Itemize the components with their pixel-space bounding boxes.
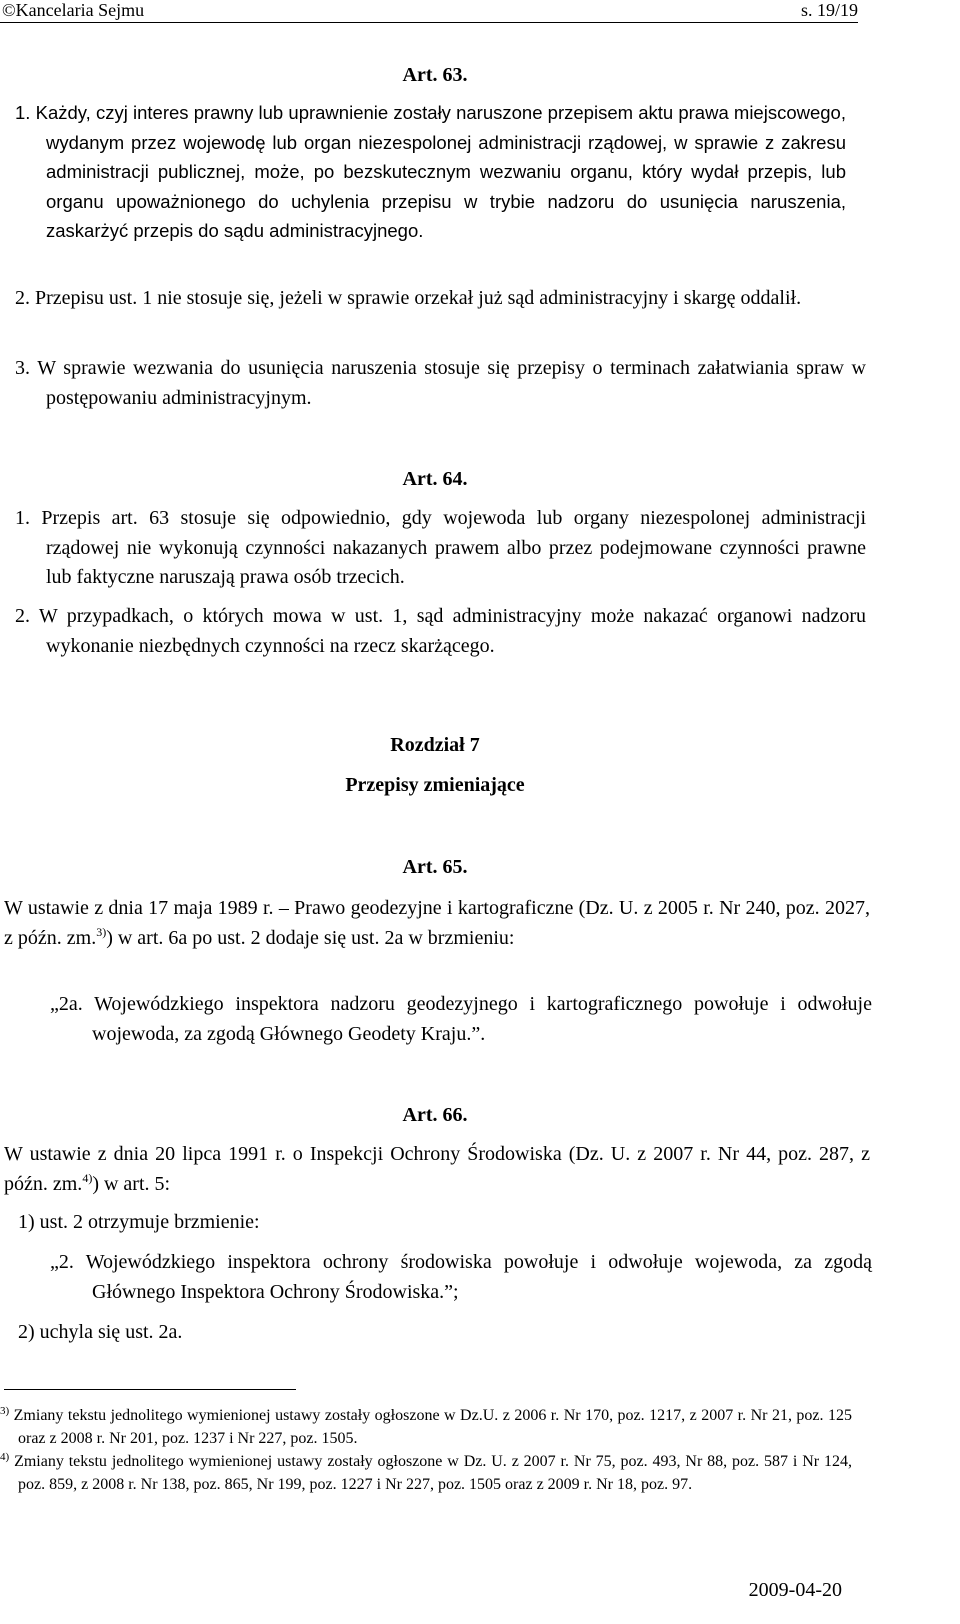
page-header [0,0,858,23]
art-63-paragraph-2: 2. Przepisu ust. 1 nie stosuje się, jeżeli w sprawie orzekał już sąd administracyjny i skargę oddalił. [15,287,802,309]
footnote-separator [4,1389,296,1390]
footnote-4 [0,1450,853,1496]
footer-date: 2009-04-20 [748,1579,842,1601]
art-65-intro [4,894,870,953]
footnote-ref-3[interactable]: 3) [96,924,107,939]
art-63-title: Art. 63. [402,64,468,86]
art-65-intro-text-end: ) w art. 6a po ust. 2 dodaje się ust. 2a w brzmieniu: [106,926,515,949]
art-63-paragraph-1: 1. Każdy, czyj interes prawny lub uprawnienie zostały naruszone przepisem aktu prawa miejscowego, wydanym przez wojewodę lub organ niezespolonej administracji rządowej, w sprawie z zakresu administracji publicznej, może, po bezskutecznym wezwaniu organu, który wydał przepis, lub organu upoważnionego do uchylenia przepisu w trybie nadzoru do usunięcia naruszenia, zaskarżyć przepis do sądu administracyjnego. [15,102,846,241]
art-64-title: Art. 64. [402,468,468,490]
art-66-quote: „2. Wojewódzkiego inspektora ochrony środowiska powołuje i odwołuje wojewoda, za zgodą Głównego Inspektora Ochrony Środowiska.”; [50,1251,872,1303]
header-page-number: s. 19/19 [800,0,858,20]
art-66-intro-text-end: ) w art. 5: [92,1172,171,1195]
header-copyright: ©Kancelaria Sejmu [2,0,145,20]
footnote-4-text: Zmiany tekstu jednolitego wymienionej ustawy zostały ogłoszone w Dz. U. z 2007 r. Nr 75, poz. 493, Nr 88, poz. 587 i Nr 124, poz. 859, z 2008 r. Nr 138, poz. 865, Nr 199, poz. 1227 i Nr 227, poz. 1505 oraz z 2009 r. Nr 18, poz. 97. [14,1453,853,1493]
art-66-title: Art. 66. [402,1104,468,1126]
chapter-title: Rozdział 7 [390,734,480,756]
footnote-ref-4[interactable]: 4) [82,1170,93,1185]
art-66-item-1: 1) ust. 2 otrzymuje brzmienie: [18,1211,260,1233]
chapter-subtitle: Przepisy zmieniające [345,774,525,796]
footnote-3-text: Zmiany tekstu jednolitego wymienionej ustawy zostały ogłoszone w Dz.U. z 2006 r. Nr 170, poz. 1217, z 2007 r. Nr 21, poz. 125 oraz z 2008 r. Nr 201, poz. 1237 i Nr 227, poz. 1505. [13,1407,853,1447]
art-66-item-2: 2) uchyla się ust. 2a. [18,1321,183,1343]
art-65-quote: „2a. Wojewódzkiego inspektora nadzoru geodezyjnego i kartograficznego powołuje i odwołuje wojewoda, za zgodą Głównego Geodety Kraju.”. [50,993,872,1045]
art-64-paragraph-1: 1. Przepis art. 63 stosuje się odpowiednio, gdy wojewoda lub organy niezespolonej administracji rządowej nie wykonują czynności nakazanych prawem albo przez podejmowane czynności prawne lub faktyczne naruszają prawa osób trzecich. [15,507,866,588]
footnote-3-mark: 3) [0,1405,10,1417]
art-63-paragraph-3: 3. W sprawie wezwania do usunięcia naruszenia stosuje się przepisy o terminach załatwiania spraw w postępowaniu administracyjnym. [15,357,866,409]
art-66-intro-text: W ustawie z dnia 20 lipca 1991 r. o Inspekcji Ochrony Środowiska (Dz. U. z 2007 r. Nr 44, poz. 287, z późn. zm. [4,1143,870,1195]
footnote-3 [0,1404,853,1450]
footnote-4-mark: 4) [0,1451,10,1463]
art-64-paragraph-2: 2. W przypadkach, o których mowa w ust. 1, sąd administracyjny może nakazać organowi nadzoru wykonanie niezbędnych czynności na rzecz skarżącego. [15,605,866,657]
art-66-intro [4,1140,870,1199]
art-65-intro-text: W ustawie z dnia 17 maja 1989 r. – Prawo geodezyjne i kartograficzne (Dz. U. z 2005 r. Nr 240, poz. 2027, z późn. zm. [4,897,870,949]
art-65-title: Art. 65. [402,856,468,878]
